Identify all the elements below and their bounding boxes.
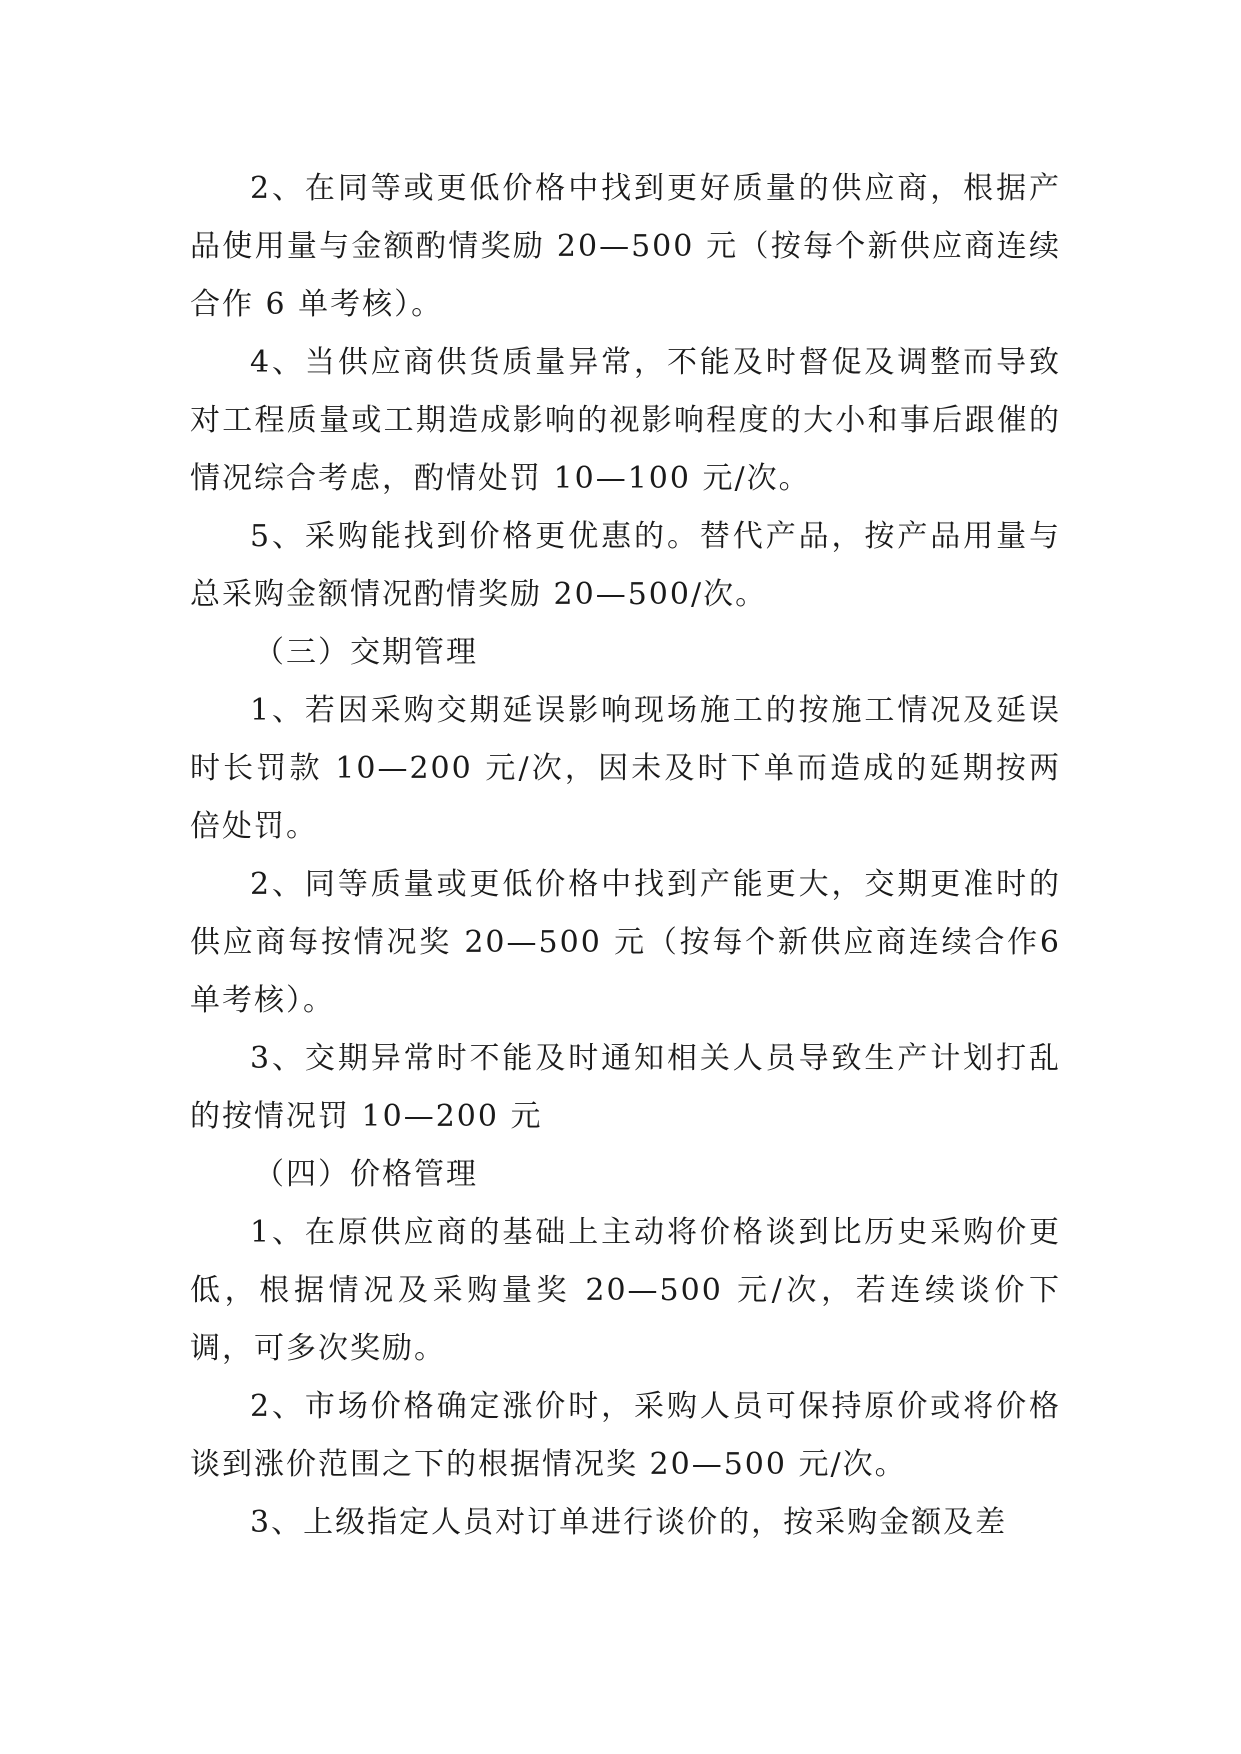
paragraph-delivery-2: 2、同等质量或更低价格中找到产能更大，交期更准时的供应商每按情况奖 20—500 元（按每个新供应商连续合作6 单考核）。 xyxy=(190,867,1061,1018)
paragraph-price-2: 2、市场价格确定涨价时，采购人员可保持原价或将价格谈到涨价范围之下的根据情况奖 20—500 元/次。 xyxy=(190,1389,1061,1482)
paragraph-price-1: 1、在原供应商的基础上主动将价格谈到比历史采购价更低，根据情况及采购量奖 20—500 元/次，若连续谈价下调，可多次奖励。 xyxy=(190,1215,1061,1366)
paragraph-price-3: 3、上级指定人员对订单进行谈价的，按采购金额及差 xyxy=(250,1505,1008,1540)
paragraph-quality-5: 5、采购能找到价格更优惠的。替代产品，按产品用量与总采购金额情况酌情奖励 20—500/次。 xyxy=(190,519,1061,612)
section-heading-price: （四）价格管理 xyxy=(254,1157,478,1192)
section-heading-delivery: （三）交期管理 xyxy=(254,635,478,670)
paragraph-quality-4: 4、当供应商供货质量异常，不能及时督促及调整而导致对工程质量或工期造成影响的视影响程度的大小和事后跟催的情况综合考虑，酌情处罚 10—100 元/次。 xyxy=(190,345,1061,496)
paragraph-quality-2: 2、在同等或更低价格中找到更好质量的供应商，根据产品使用量与金额酌情奖励 20—500 元（按每个新供应商连续合作 6 单考核）。 xyxy=(190,171,1061,322)
paragraph-delivery-1: 1、若因采购交期延误影响现场施工的按施工情况及延误时长罚款 10—200 元/次，因未及时下单而造成的延期按两倍处罚。 xyxy=(190,693,1061,844)
paragraph-delivery-3: 3、交期异常时不能及时通知相关人员导致生产计划打乱的按情况罚 10—200 元 xyxy=(190,1041,1061,1134)
document-page xyxy=(190,160,1061,1552)
